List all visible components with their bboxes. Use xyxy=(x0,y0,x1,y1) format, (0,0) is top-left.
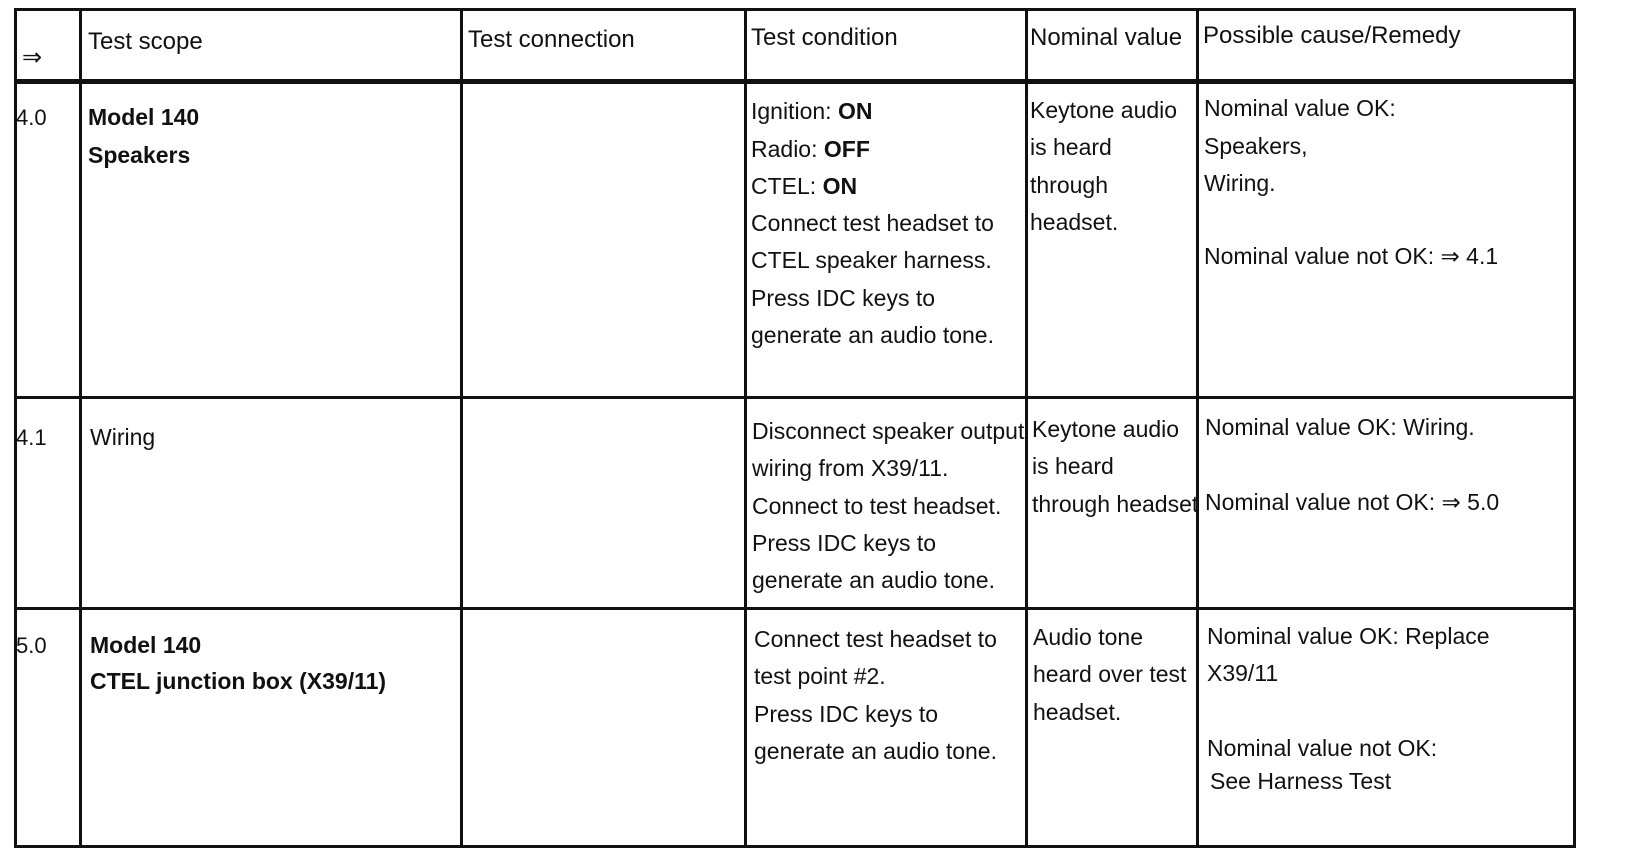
header-divider xyxy=(17,79,1573,84)
nominal-line: Keytone audio xyxy=(1032,416,1180,442)
scope-line: Wiring xyxy=(90,424,156,450)
condition-value: OFF xyxy=(823,136,870,162)
nominal-line: heard over test xyxy=(1033,661,1187,687)
nominal-line: is heard xyxy=(1032,453,1114,479)
header-arrow: ⇒ xyxy=(22,44,43,71)
col-divider-1 xyxy=(79,11,82,845)
condition-line: wiring from X39/11. xyxy=(752,455,949,481)
nominal-line: headset. xyxy=(1030,209,1119,235)
nominal-line: is heard xyxy=(1030,134,1112,160)
nominal-line: headset. xyxy=(1033,699,1122,725)
nominal-line: Keytone audio xyxy=(1030,97,1178,123)
scope-line: Model 140 xyxy=(90,632,202,658)
remedy-line: Nominal value OK: xyxy=(1204,95,1396,121)
remedy-line: Speakers, xyxy=(1204,133,1308,159)
condition-label: Ignition: xyxy=(751,98,838,124)
condition-line: Connect test headset to xyxy=(754,626,997,652)
row-divider-1 xyxy=(17,396,1573,399)
condition-line: Press IDC keys to xyxy=(751,285,936,311)
scope-line: Speakers xyxy=(88,142,191,168)
col-divider-2 xyxy=(460,11,463,845)
remedy-line: Nominal value not OK: ⇒ 5.0 xyxy=(1205,489,1500,515)
scope-line: CTEL junction box (X39/11) xyxy=(90,668,387,694)
condition-line: generate an audio tone. xyxy=(751,322,994,348)
header-test-connection: Test connection xyxy=(468,26,635,53)
remedy-line: Wiring. xyxy=(1204,170,1276,196)
remedy-line: Nominal value OK: Wiring. xyxy=(1205,414,1475,440)
remedy-line: Nominal value not OK: xyxy=(1207,735,1438,761)
col-divider-5 xyxy=(1196,11,1199,845)
condition-label: Radio: xyxy=(751,136,824,162)
condition-line: test point #2. xyxy=(754,663,886,689)
row-number: 5.0 xyxy=(16,633,47,658)
nominal-line: Audio tone xyxy=(1033,624,1143,650)
condition-line: Connect to test headset. xyxy=(752,493,1002,519)
condition-value: ON xyxy=(822,173,858,199)
condition-line: Connect test headset to xyxy=(751,210,994,236)
condition-line: Press IDC keys to xyxy=(752,530,937,556)
remedy-line: Nominal value OK: Replace xyxy=(1207,623,1490,649)
condition-value: ON xyxy=(837,98,873,124)
header-possible-cause: Possible cause/Remedy xyxy=(1203,22,1461,49)
nominal-line: through xyxy=(1030,172,1109,198)
col-divider-3 xyxy=(744,11,747,845)
condition-line: Disconnect speaker output xyxy=(752,418,1025,444)
header-test-condition: Test condition xyxy=(751,24,898,51)
remedy-line: Nominal value not OK: ⇒ 4.1 xyxy=(1204,243,1499,269)
scope-line: Model 140 xyxy=(88,104,200,130)
condition-line: generate an audio tone. xyxy=(752,567,995,593)
remedy-line: X39/11 xyxy=(1207,660,1279,686)
remedy-line: See Harness Test xyxy=(1210,768,1392,794)
condition-label: CTEL: xyxy=(751,173,823,199)
col-divider-4 xyxy=(1025,11,1028,845)
header-test-scope: Test scope xyxy=(88,28,203,55)
row-divider-2 xyxy=(17,607,1573,610)
row-number: 4.0 xyxy=(16,105,47,130)
header-nominal-value: Nominal value xyxy=(1030,24,1183,51)
condition-line: Press IDC keys to xyxy=(754,701,939,727)
condition-line xyxy=(751,92,872,131)
nominal-line: through headset xyxy=(1032,491,1199,517)
condition-line: generate an audio tone. xyxy=(754,738,997,764)
condition-line xyxy=(751,167,857,206)
row-number: 4.1 xyxy=(16,425,47,450)
condition-line: CTEL speaker harness. xyxy=(751,247,992,273)
condition-line xyxy=(751,130,870,169)
